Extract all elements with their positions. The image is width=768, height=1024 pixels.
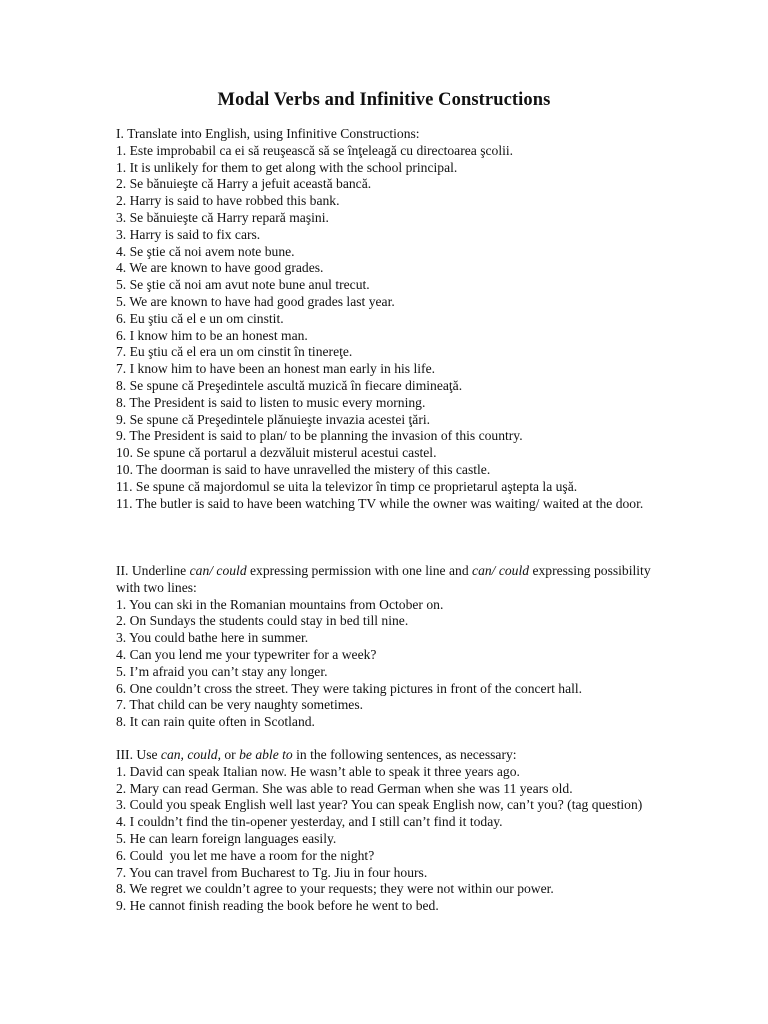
section-heading: I. Translate into English, using Infinitive Constructions: — [116, 126, 420, 141]
list-item: 3. You could bathe here in summer. — [116, 630, 309, 646]
list-item: 1. David can speak Italian now. He wasn’t able to speak it three years ago. — [116, 763, 520, 779]
heading-emphasis: be able to — [239, 747, 293, 762]
heading-text: II. Underline — [116, 563, 190, 578]
list-item: 2. Mary can read German. She was able to read German when she was 11 years old. — [116, 780, 573, 796]
list-item: 8. We regret we couldn’t agree to your requests; they were not within our power. — [116, 881, 554, 897]
list-item: 1. Este improbabil ca ei să reuşească să se înţeleagă cu directoarea şcolii. — [116, 142, 514, 158]
list-item: 3. Se bănuieşte că Harry repară maşini. — [116, 209, 329, 225]
heading-text: expressing possibility with two lines: — [116, 563, 651, 595]
list-item: 5. Se ştie că noi am avut note bune anul trecut. — [116, 277, 370, 293]
section-use-modals — [116, 747, 656, 915]
list-item: 10. Se spune că portarul a dezvăluit misterul acestui castel. — [116, 445, 437, 461]
list-item: 2. Harry is said to have robbed this bank. — [116, 193, 340, 209]
list-item: 2. On Sundays the students could stay in bed till nine. — [116, 613, 409, 629]
list-item: 1. You can ski in the Romanian mountains from October on. — [116, 596, 444, 612]
heading-text: III. Use — [116, 747, 161, 762]
section-underline — [116, 563, 656, 731]
section-heading — [116, 747, 656, 764]
list-item: 4. We are known to have good grades. — [116, 260, 324, 276]
section-translate — [116, 126, 656, 512]
heading-emphasis: can/ could — [472, 563, 530, 578]
list-item: 5. I’m afraid you can’t stay any longer. — [116, 663, 328, 679]
heading-text: , or — [217, 747, 240, 762]
list-item: 8. Se spune că Preşedintele ascultă muzică în fiecare dimineaţă. — [116, 377, 463, 393]
list-item: 3. Harry is said to fix cars. — [116, 226, 261, 242]
list-item: 9. Se spune că Preşedintele plănuieşte invazia acestei ţări. — [116, 411, 431, 427]
list-item: 9. The President is said to plan/ to be planning the invasion of this country. — [116, 428, 523, 444]
list-item: 7. I know him to have been an honest man early in his life. — [116, 361, 435, 377]
list-item: 6. Could you let me have a room for the night? — [116, 847, 375, 863]
list-item: 5. We are known to have had good grades last year. — [116, 293, 395, 309]
list-item: 4. Se ştie că noi avem note bune. — [116, 243, 295, 259]
list-item: 10. The doorman is said to have unravelled the mistery of this castle. — [116, 461, 491, 477]
list-item: 2. Se bănuieşte că Harry a jefuit această bancă. — [116, 176, 372, 192]
list-item: 1. It is unlikely for them to get along with the school principal. — [116, 159, 458, 175]
list-item: 5. He can learn foreign languages easily. — [116, 830, 337, 846]
list-item: 6. I know him to be an honest man. — [116, 327, 308, 343]
heading-text: expressing permission with one line and — [246, 563, 473, 578]
heading-emphasis: can/ could — [189, 563, 247, 578]
section-heading — [116, 563, 656, 597]
list-item: 6. One couldn’t cross the street. They were taking pictures in front of the concert hall. — [116, 680, 583, 696]
list-item: 11. Se spune că majordomul se uita la televizor în timp ce proprietarul aştepta la uşă. — [116, 478, 578, 494]
list-item: 7. That child can be very naughty sometimes. — [116, 697, 364, 713]
list-item: 8. The President is said to listen to music every morning. — [116, 394, 426, 410]
list-item: 7. Eu ştiu că el era un om cinstit în tinereţe. — [116, 344, 353, 360]
list-item: 6. Eu ştiu că el e un om cinstit. — [116, 310, 284, 326]
list-item: 9. He cannot finish reading the book before he went to bed. — [116, 898, 439, 914]
list-item: 8. It can rain quite often in Scotland. — [116, 714, 315, 730]
page-title: Modal Verbs and Infinitive Constructions — [217, 90, 551, 110]
list-item: 4. Can you lend me your typewriter for a week? — [116, 646, 377, 662]
list-item: 11. The butler is said to have been watching TV while the owner was waiting/ waited at the door. — [116, 495, 644, 511]
list-item: 7. You can travel from Bucharest to Tg. Jiu in four hours. — [116, 864, 428, 880]
list-item: 4. I couldn’t find the tin-opener yesterday, and I still can’t find it today. — [116, 814, 503, 830]
list-item: 3. Could you speak English well last year? You can speak English now, can’t you? (tag question) — [116, 797, 643, 813]
heading-text: in the following sentences, as necessary: — [292, 747, 517, 762]
heading-emphasis: can, could — [160, 747, 218, 762]
